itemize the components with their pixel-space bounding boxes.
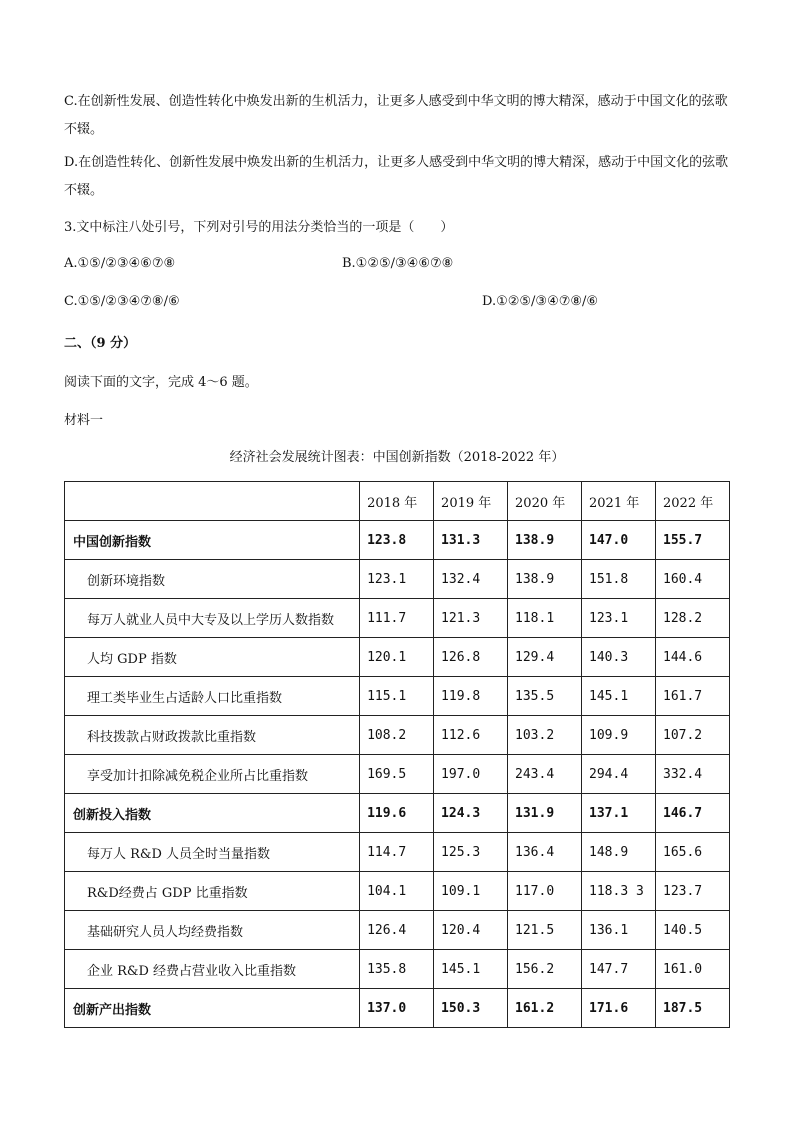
value-cell: 107.2	[656, 716, 730, 755]
value-cell: 124.3	[434, 794, 508, 833]
value-cell: 136.1	[582, 911, 656, 950]
value-cell: 165.6	[656, 833, 730, 872]
value-cell: 112.6	[434, 716, 508, 755]
value-cell: 156.2	[508, 950, 582, 989]
value-cell: 119.6	[360, 794, 434, 833]
header-blank-cell	[65, 482, 360, 521]
section-heading: 二、（9 分）	[64, 336, 137, 351]
value-cell: 123.8	[360, 521, 434, 560]
value-cell: 111.7	[360, 599, 434, 638]
value-cell: 161.2	[508, 989, 582, 1028]
value-cell: 332.4	[656, 755, 730, 794]
value-cell: 131.3	[434, 521, 508, 560]
year-header-cell: 2018 年	[360, 482, 434, 521]
table-row	[65, 755, 730, 794]
value-cell: 135.5	[508, 677, 582, 716]
table-row	[65, 872, 730, 911]
value-cell: 137.0	[360, 989, 434, 1028]
value-cell: 126.8	[434, 638, 508, 677]
value-cell: 155.7	[656, 521, 730, 560]
value-cell: 161.7	[656, 677, 730, 716]
value-cell: 147.0	[582, 521, 656, 560]
value-cell: 104.1	[360, 872, 434, 911]
table-row	[65, 989, 730, 1028]
value-cell: 243.4	[508, 755, 582, 794]
q3-option-c: C.①⑤/②③④⑦⑧/⑥	[64, 294, 180, 309]
table-row	[65, 638, 730, 677]
row-label: 创新产出指数	[65, 989, 360, 1028]
value-cell: 114.7	[360, 833, 434, 872]
read-instruction: 阅读下面的文字，完成 4～6 题。	[64, 375, 258, 390]
year-header-cell: 2019 年	[434, 482, 508, 521]
value-cell: 161.0	[656, 950, 730, 989]
table-row	[65, 794, 730, 833]
option-c: C.在创新性发展、创造性转化中焕发出新的生机活力，让更多人感受到中华文明的博大精深，感动于中国文化的弦歌不辍。	[64, 94, 728, 137]
value-cell: 121.5	[508, 911, 582, 950]
value-cell: 125.3	[434, 833, 508, 872]
table-title: 经济社会发展统计图表：中国创新指数（2018-2022 年）	[229, 450, 565, 465]
row-label: 每万人 R&D 人员全时当量指数	[65, 833, 360, 872]
row-label: 创新环境指数	[65, 560, 360, 599]
value-cell: 123.1	[360, 560, 434, 599]
value-cell: 123.1	[582, 599, 656, 638]
value-cell: 129.4	[508, 638, 582, 677]
value-cell: 140.3	[582, 638, 656, 677]
value-cell: 135.8	[360, 950, 434, 989]
value-cell: 126.4	[360, 911, 434, 950]
value-cell: 171.6	[582, 989, 656, 1028]
value-cell: 119.8	[434, 677, 508, 716]
value-cell: 169.5	[360, 755, 434, 794]
value-cell: 160.4	[656, 560, 730, 599]
innovation-index-table	[64, 481, 730, 1028]
value-cell: 294.4	[582, 755, 656, 794]
year-header-cell: 2020 年	[508, 482, 582, 521]
table-row	[65, 950, 730, 989]
value-cell: 123.7	[656, 872, 730, 911]
value-cell: 117.0	[508, 872, 582, 911]
value-cell: 145.1	[434, 950, 508, 989]
value-cell: 148.9	[582, 833, 656, 872]
year-header-cell: 2022 年	[656, 482, 730, 521]
value-cell: 128.2	[656, 599, 730, 638]
value-cell: 137.1	[582, 794, 656, 833]
table-row	[65, 716, 730, 755]
material-label: 材料一	[64, 413, 104, 428]
row-label: 创新投入指数	[65, 794, 360, 833]
option-d: D.在创造性转化、创新性发展中焕发出新的生机活力，让更多人感受到中华文明的博大精深，感动于中国文化的弦歌不辍。	[64, 155, 729, 198]
value-cell: 138.9	[508, 560, 582, 599]
table-header-row	[65, 482, 730, 521]
value-cell: 136.4	[508, 833, 582, 872]
value-cell: 103.2	[508, 716, 582, 755]
year-header-cell: 2021 年	[582, 482, 656, 521]
row-label: 人均 GDP 指数	[65, 638, 360, 677]
value-cell: 140.5	[656, 911, 730, 950]
table-row	[65, 599, 730, 638]
row-label: 享受加计扣除减免税企业所占比重指数	[65, 755, 360, 794]
row-label: 理工类毕业生占适龄人口比重指数	[65, 677, 360, 716]
value-cell: 121.3	[434, 599, 508, 638]
value-cell: 118.1	[508, 599, 582, 638]
row-label: 基础研究人员人均经费指数	[65, 911, 360, 950]
value-cell: 138.9	[508, 521, 582, 560]
value-cell: 187.5	[656, 989, 730, 1028]
value-cell: 150.3	[434, 989, 508, 1028]
value-cell: 109.1	[434, 872, 508, 911]
table-row	[65, 677, 730, 716]
value-cell: 115.1	[360, 677, 434, 716]
value-cell: 144.6	[656, 638, 730, 677]
value-cell: 131.9	[508, 794, 582, 833]
row-label: 企业 R&D 经费占营业收入比重指数	[65, 950, 360, 989]
question-3: 3.文中标注八处引号，下列对引号的用法分类恰当的一项是（ ）	[64, 220, 454, 235]
value-cell: 147.7	[582, 950, 656, 989]
value-cell: 132.4	[434, 560, 508, 599]
row-label: 每万人就业人员中大专及以上学历人数指数	[65, 599, 360, 638]
q3-option-d: D.①②⑤/③④⑦⑧/⑥	[482, 294, 599, 309]
table-row	[65, 560, 730, 599]
table-row	[65, 833, 730, 872]
row-label: 科技拨款占财政拨款比重指数	[65, 716, 360, 755]
q3-option-a: A.①⑤/②③④⑥⑦⑧	[64, 256, 176, 271]
table-row	[65, 521, 730, 560]
value-cell: 151.8	[582, 560, 656, 599]
value-cell: 118.3 3	[582, 872, 656, 911]
value-cell: 197.0	[434, 755, 508, 794]
value-cell: 145.1	[582, 677, 656, 716]
table-row	[65, 911, 730, 950]
value-cell: 120.4	[434, 911, 508, 950]
value-cell: 146.7	[656, 794, 730, 833]
value-cell: 120.1	[360, 638, 434, 677]
value-cell: 109.9	[582, 716, 656, 755]
value-cell: 108.2	[360, 716, 434, 755]
row-label: 中国创新指数	[65, 521, 360, 560]
q3-option-b: B.①②⑤/③④⑥⑦⑧	[342, 256, 454, 271]
row-label: R&D经费占 GDP 比重指数	[65, 872, 360, 911]
